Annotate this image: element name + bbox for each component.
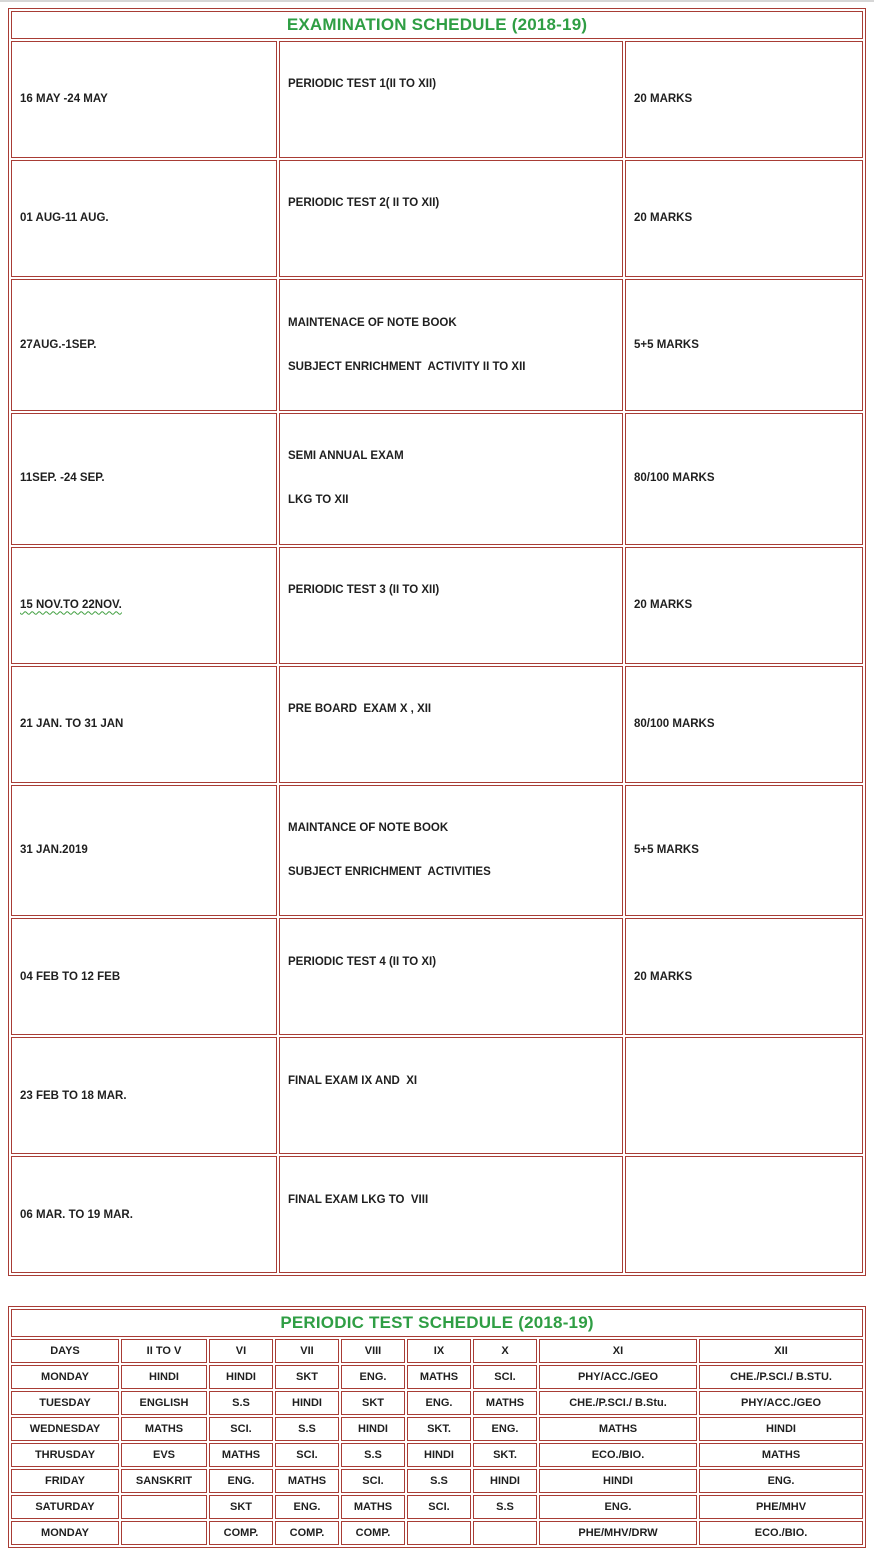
column-header: XI: [539, 1339, 697, 1363]
exam-name-cell: [279, 1037, 623, 1154]
column-header: VIII: [341, 1339, 405, 1363]
exam-name-line: MAINTANCE OF NOTE BOOK: [288, 822, 449, 835]
subject-cell: SKT: [209, 1495, 273, 1519]
column-header: XII: [699, 1339, 863, 1363]
subject-cell: HINDI: [275, 1391, 339, 1415]
subject-cell: MATHS: [699, 1443, 863, 1467]
subject-cell: MATHS: [275, 1469, 339, 1493]
table-row: [11, 413, 863, 545]
subject-cell: ENG.: [341, 1365, 405, 1389]
marks-cell: 20 MARKS: [625, 547, 863, 664]
day-cell: SATURDAY: [11, 1495, 119, 1519]
dates-cell: 23 FEB TO 18 MAR.: [11, 1037, 277, 1154]
examination-schedule-table: [8, 8, 866, 1276]
subject-cell: PHE/MHV: [699, 1495, 863, 1519]
subject-cell: SCI.: [341, 1469, 405, 1493]
subject-cell: SANSKRIT: [121, 1469, 207, 1493]
subject-cell: COMP.: [275, 1521, 339, 1545]
table-row: [11, 918, 863, 1035]
subject-cell: ENG.: [699, 1469, 863, 1493]
subject-cell: CHE./P.SCI./ B.STU.: [699, 1365, 863, 1389]
dates-cell: 01 AUG-11 AUG.: [11, 160, 277, 277]
marks-cell: [625, 1156, 863, 1273]
exam-name-line: PERIODIC TEST 3 (II TO XII): [288, 584, 440, 596]
subject-cell: COMP.: [341, 1521, 405, 1545]
document-page: [0, 2, 874, 1552]
column-header: II TO V: [121, 1339, 207, 1363]
day-cell: THRUSDAY: [11, 1443, 119, 1467]
subject-cell: PHE/MHV/DRW: [539, 1521, 697, 1545]
table-row: [11, 1495, 863, 1519]
subject-cell: HINDI: [473, 1469, 537, 1493]
exam-name-line: SUBJECT ENRICHMENT ACTIVITY II TO XII: [288, 360, 526, 373]
periodic-schedule-title: PERIODIC TEST SCHEDULE (2018-19): [11, 1309, 863, 1337]
subject-cell: MATHS: [341, 1495, 405, 1519]
marks-cell: 20 MARKS: [625, 41, 863, 158]
column-header: IX: [407, 1339, 471, 1363]
subject-cell: MATHS: [407, 1365, 471, 1389]
table-row: [11, 666, 863, 783]
subject-cell: ENG.: [473, 1417, 537, 1441]
dates-cell: 06 MAR. TO 19 MAR.: [11, 1156, 277, 1273]
exam-name-cell: [279, 160, 623, 277]
exam-title-row: [11, 11, 863, 39]
subject-cell: HINDI: [209, 1365, 273, 1389]
exam-name-line: SEMI ANNUAL EXAM: [288, 450, 404, 463]
subject-cell: PHY/ACC./GEO: [539, 1365, 697, 1389]
subject-cell: MATHS: [473, 1391, 537, 1415]
exam-name-cell: [279, 547, 623, 664]
subject-cell: ENG.: [209, 1469, 273, 1493]
column-header: VI: [209, 1339, 273, 1363]
exam-schedule-title: EXAMINATION SCHEDULE (2018-19): [11, 11, 863, 39]
table-row: [11, 1469, 863, 1493]
table-row: [11, 785, 863, 917]
day-cell: TUESDAY: [11, 1391, 119, 1415]
subject-cell: [473, 1521, 537, 1545]
day-cell: MONDAY: [11, 1365, 119, 1389]
periodic-title-row: [11, 1309, 863, 1337]
exam-name-cell: [279, 413, 623, 545]
subject-cell: S.S: [209, 1391, 273, 1415]
subject-cell: HINDI: [121, 1365, 207, 1389]
exam-name-line: MAINTENACE OF NOTE BOOK: [288, 316, 457, 329]
marks-cell: 80/100 MARKS: [625, 413, 863, 545]
grammar-checked-text: 15 NOV.TO 22NOV.: [20, 598, 122, 611]
exam-name-line: FINAL EXAM LKG TO VIII: [288, 1193, 429, 1206]
exam-name-line: SUBJECT ENRICHMENT ACTIVITIES: [288, 866, 491, 879]
column-header: VII: [275, 1339, 339, 1363]
subject-cell: SKT: [341, 1391, 405, 1415]
subject-cell: PHY/ACC./GEO: [699, 1391, 863, 1415]
periodic-test-schedule-table: [8, 1306, 866, 1548]
dates-cell: 27AUG.-1SEP.: [11, 279, 277, 411]
subject-cell: [121, 1495, 207, 1519]
column-header: DAYS: [11, 1339, 119, 1363]
subject-cell: ENG.: [275, 1495, 339, 1519]
exam-name-cell: [279, 279, 623, 411]
dates-cell: 11SEP. -24 SEP.: [11, 413, 277, 545]
dates-cell: 04 FEB TO 12 FEB: [11, 918, 277, 1035]
exam-name-cell: [279, 1156, 623, 1273]
subject-cell: HINDI: [407, 1443, 471, 1467]
subject-cell: ENG.: [407, 1391, 471, 1415]
day-cell: MONDAY: [11, 1521, 119, 1545]
table-row: [11, 1443, 863, 1467]
exam-name-line: LKG TO XII: [288, 494, 349, 507]
marks-cell: 20 MARKS: [625, 160, 863, 277]
subject-cell: HINDI: [699, 1417, 863, 1441]
subject-cell: SCI.: [209, 1417, 273, 1441]
subject-cell: CHE./P.SCI./ B.Stu.: [539, 1391, 697, 1415]
subject-cell: EVS: [121, 1443, 207, 1467]
subject-cell: HINDI: [341, 1417, 405, 1441]
subject-cell: SCI.: [275, 1443, 339, 1467]
dates-cell: 16 MAY -24 MAY: [11, 41, 277, 158]
exam-name-cell: [279, 785, 623, 917]
marks-cell: 5+5 MARKS: [625, 279, 863, 411]
subject-cell: SKT.: [473, 1443, 537, 1467]
subject-cell: ECO./BIO.: [699, 1521, 863, 1545]
exam-name-line: FINAL EXAM IX AND XI: [288, 1074, 418, 1087]
table-row: [11, 1521, 863, 1545]
subject-cell: SCI.: [473, 1365, 537, 1389]
subject-cell: ENG.: [539, 1495, 697, 1519]
exam-name-line: PERIODIC TEST 1(II TO XII): [288, 78, 437, 91]
exam-name-cell: [279, 918, 623, 1035]
subject-cell: [407, 1521, 471, 1545]
table-row: [11, 1417, 863, 1441]
exam-name-line: PERIODIC TEST 4 (II TO XI): [288, 955, 437, 968]
marks-cell: [625, 1037, 863, 1154]
table-row: [11, 1365, 863, 1389]
subject-cell: SCI.: [407, 1495, 471, 1519]
day-cell: FRIDAY: [11, 1469, 119, 1493]
column-header: X: [473, 1339, 537, 1363]
subject-cell: MATHS: [539, 1417, 697, 1441]
header-row: [11, 1339, 863, 1363]
exam-name-line: PRE BOARD EXAM X , XII: [288, 703, 432, 716]
table-row: [11, 1156, 863, 1273]
table-row: [11, 1037, 863, 1154]
subject-cell: SKT: [275, 1365, 339, 1389]
table-row: [11, 279, 863, 411]
subject-cell: S.S: [341, 1443, 405, 1467]
subject-cell: S.S: [473, 1495, 537, 1519]
subject-cell: MATHS: [121, 1417, 207, 1441]
tables-gap: [8, 1276, 866, 1306]
table-row: [11, 1391, 863, 1415]
table-row: [11, 160, 863, 277]
dates-cell: 21 JAN. TO 31 JAN: [11, 666, 277, 783]
exam-name-line: PERIODIC TEST 2( II TO XII): [288, 197, 440, 210]
subject-cell: S.S: [275, 1417, 339, 1441]
day-cell: WEDNESDAY: [11, 1417, 119, 1441]
subject-cell: ENGLISH: [121, 1391, 207, 1415]
exam-name-cell: [279, 41, 623, 158]
subject-cell: S.S: [407, 1469, 471, 1493]
dates-cell: [11, 547, 277, 664]
subject-cell: HINDI: [539, 1469, 697, 1493]
subject-cell: [121, 1521, 207, 1545]
table-row: [11, 547, 863, 664]
marks-cell: 5+5 MARKS: [625, 785, 863, 917]
marks-cell: 80/100 MARKS: [625, 666, 863, 783]
dates-cell: 31 JAN.2019: [11, 785, 277, 917]
subject-cell: ECO./BIO.: [539, 1443, 697, 1467]
marks-cell: 20 MARKS: [625, 918, 863, 1035]
subject-cell: SKT.: [407, 1417, 471, 1441]
exam-name-cell: [279, 666, 623, 783]
subject-cell: COMP.: [209, 1521, 273, 1545]
subject-cell: MATHS: [209, 1443, 273, 1467]
table-row: [11, 41, 863, 158]
